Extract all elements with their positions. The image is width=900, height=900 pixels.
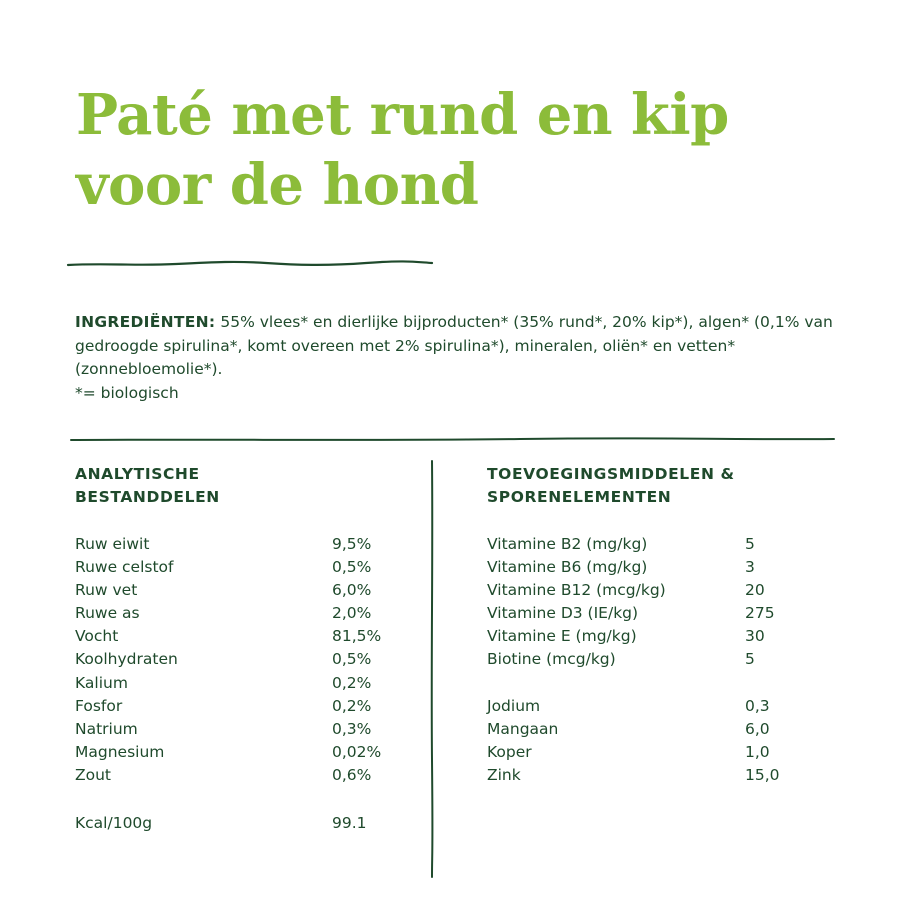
vitamin-value: 275 <box>745 604 775 623</box>
vitamin-value: 5 <box>745 650 755 669</box>
wavy-divider <box>66 253 436 273</box>
trace-value: 1,0 <box>745 743 770 762</box>
trace-value: 15,0 <box>745 766 780 785</box>
trace-value: 0,3 <box>745 697 770 715</box>
analytic-row <box>75 672 415 695</box>
kcal-name: Kcal/100g <box>75 814 153 832</box>
vitamin-row <box>487 625 827 648</box>
analytic-row <box>75 533 415 556</box>
analytic-value: 0,02% <box>332 742 382 761</box>
vitamin-value: 3 <box>745 558 755 577</box>
vitamin-value: 5 <box>745 535 755 553</box>
additives-title-line-2: SPORENELEMENTEN <box>487 488 672 506</box>
analytic-row <box>75 625 415 648</box>
page-title <box>76 80 856 220</box>
analytic-value: 81,5% <box>332 627 382 646</box>
additives-title-line-1: TOEVOEGINGSMIDDELEN & <box>487 465 735 483</box>
analytic-row <box>75 718 415 741</box>
vitamin-row <box>487 533 827 556</box>
title-line-2: voor de hond <box>76 152 479 218</box>
trace-row <box>487 764 827 787</box>
analytic-list <box>75 533 415 787</box>
analytic-name: Ruwe celstof <box>75 558 174 577</box>
vitamin-name: Biotine (mcg/kg) <box>487 650 616 669</box>
vitamin-row <box>487 579 827 602</box>
analytic-value: 0,5% <box>332 558 372 577</box>
analytic-value: 0,3% <box>332 719 372 738</box>
analytic-value: 0,2% <box>332 673 372 692</box>
analytic-title-line-2: BESTANDDELEN <box>75 488 220 506</box>
analytic-row <box>75 556 415 579</box>
analytic-name: Zout <box>75 765 112 784</box>
analytic-value: 0,6% <box>332 765 372 784</box>
vitamin-name: Vitamine B12 (mcg/kg) <box>487 581 666 600</box>
analytic-name: Natrium <box>75 719 138 738</box>
kcal-row <box>75 812 415 835</box>
analytic-value: 2,0% <box>332 604 372 623</box>
trace-row <box>487 741 827 764</box>
analytic-row <box>75 764 415 787</box>
trace-name: Jodium <box>487 697 541 715</box>
kcal-value: 99.1 <box>332 814 367 832</box>
analytic-value: 9,5% <box>332 535 372 553</box>
analytic-name: Ruw eiwit <box>75 535 150 553</box>
trace-name: Koper <box>487 743 532 762</box>
analytic-name: Ruw vet <box>75 581 138 600</box>
vitamin-name: Vitamine E (mg/kg) <box>487 627 637 646</box>
analytic-name: Ruwe as <box>75 604 140 623</box>
vitamin-name: Vitamine D3 (IE/kg) <box>487 604 639 623</box>
vitamin-name: Vitamine B2 (mg/kg) <box>487 535 648 553</box>
analytic-name: Vocht <box>75 627 119 646</box>
analytic-row <box>75 648 415 671</box>
ingredients-block <box>75 311 835 405</box>
analytic-row <box>75 695 415 718</box>
analytic-value: 6,0% <box>332 581 372 600</box>
vitamin-value: 20 <box>745 581 765 600</box>
trace-row <box>487 695 827 718</box>
vitamin-row <box>487 556 827 579</box>
ingredients-label: INGREDIËNTEN: <box>75 313 216 331</box>
analytic-row <box>75 741 415 764</box>
vertical-divider <box>426 460 438 878</box>
analytic-title-line-1: ANALYTISCHE <box>75 465 200 483</box>
trace-value: 6,0 <box>745 720 770 739</box>
ingredients-text: 55% vlees* en dierlijke bijproducten* (35% rund*, 20% kip*), algen* (0,1% van gedroogde spirulina*, komt overeen met 2% spirulina*), mineralen, oliën* en vetten* (zonnebloemolie*). <box>75 313 833 378</box>
analytic-row <box>75 602 415 625</box>
vitamins-list <box>487 533 827 672</box>
ingredients-footnote: *= biologisch <box>75 383 179 402</box>
trace-elements-list <box>487 695 827 787</box>
vitamin-row <box>487 602 827 625</box>
title-line-1: Paté met rund en kip <box>76 82 729 148</box>
analytic-name: Magnesium <box>75 742 165 761</box>
analytic-name: Koolhydraten <box>75 650 178 669</box>
vitamin-row <box>487 648 827 671</box>
trace-name: Zink <box>487 766 521 785</box>
vitamin-name: Vitamine B6 (mg/kg) <box>487 558 648 577</box>
analytic-name: Fosfor <box>75 696 123 715</box>
analytic-row <box>75 579 415 602</box>
analytic-name: Kalium <box>75 673 128 692</box>
analytic-value: 0,2% <box>332 696 372 715</box>
trace-name: Mangaan <box>487 720 559 739</box>
trace-row <box>487 718 827 741</box>
analytic-section-title <box>75 463 395 509</box>
horizontal-divider <box>70 433 835 445</box>
analytic-value: 0,5% <box>332 650 372 669</box>
vitamin-value: 30 <box>745 627 765 646</box>
additives-section-title <box>487 463 837 509</box>
